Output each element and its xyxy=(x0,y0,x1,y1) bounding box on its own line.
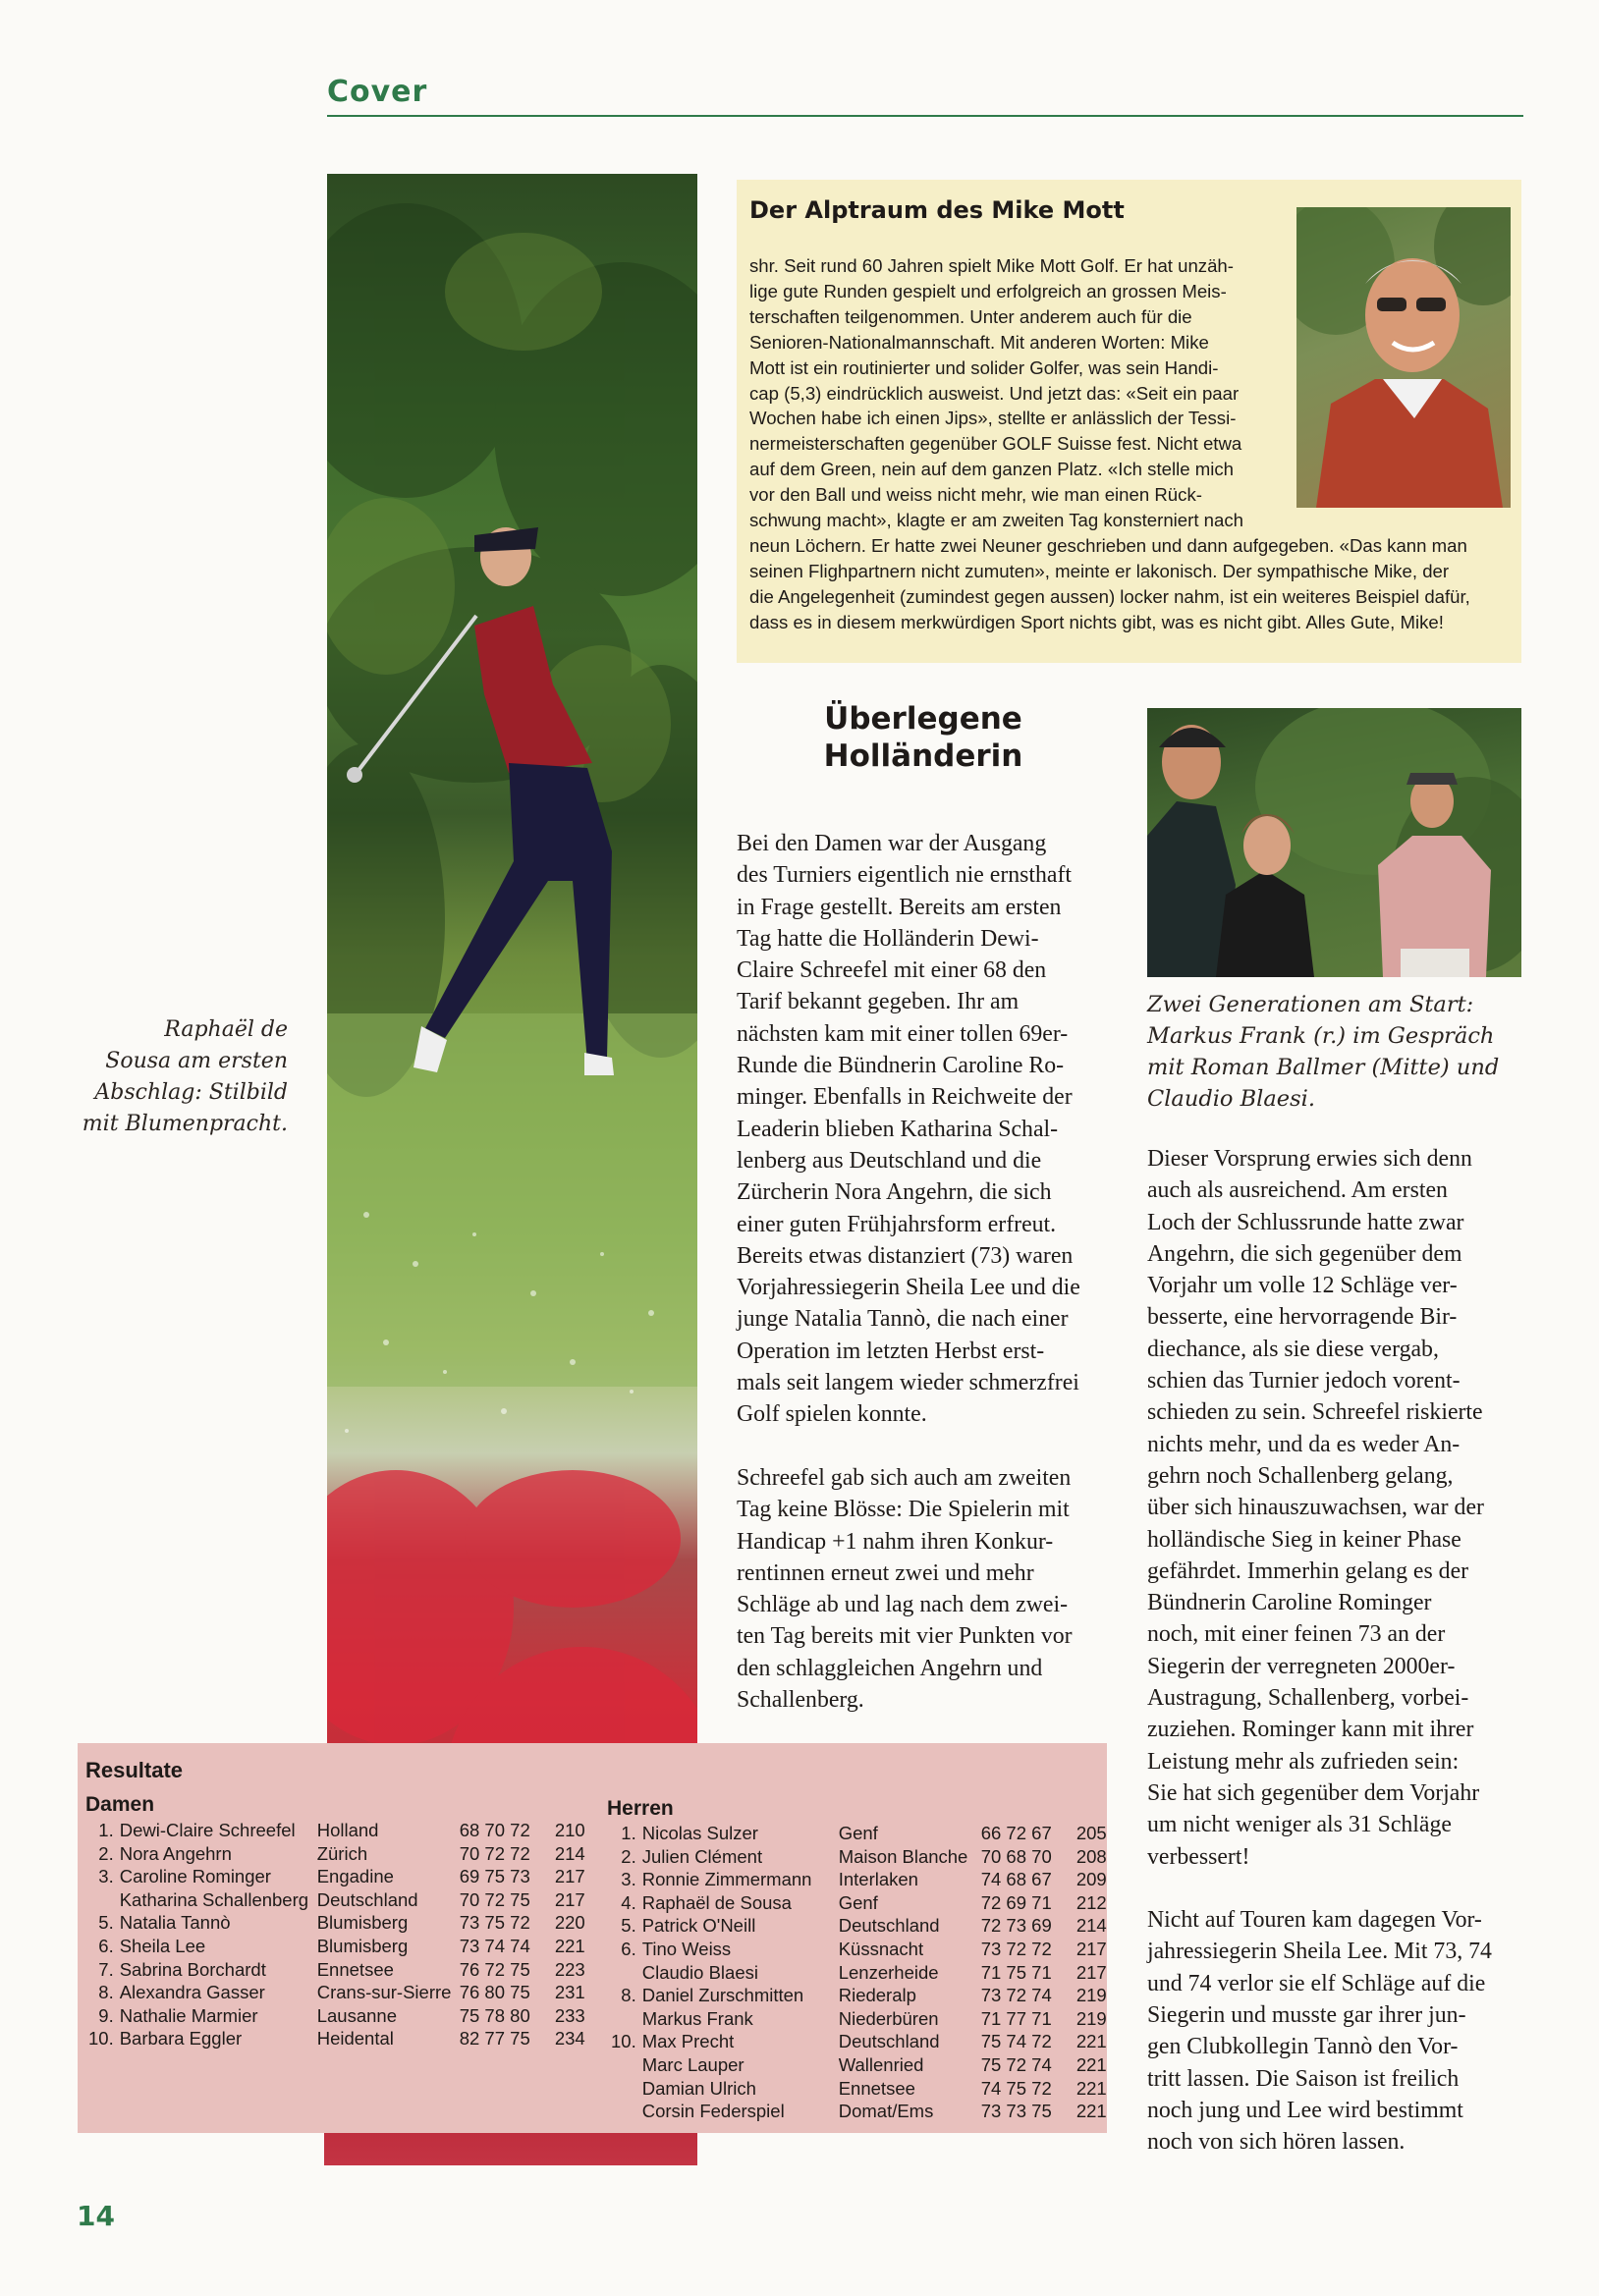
results-row xyxy=(611,2078,1107,2102)
total-score-cell: 209 xyxy=(1075,1869,1107,1890)
player-name-cell: Sabrina Borchardt xyxy=(119,1958,266,1980)
results-row xyxy=(88,1982,585,2005)
round-scores-cell: 72 73 69 xyxy=(980,1915,1052,1937)
total-score-cell: 233 xyxy=(554,2004,585,2026)
player-name-cell: Max Precht xyxy=(641,2031,735,2052)
player-name-cell: Marc Lauper xyxy=(641,2053,744,2075)
round-scores-cell: 82 77 75 xyxy=(459,2028,530,2050)
total-score-cell: 214 xyxy=(1075,1915,1107,1937)
sidebar-text-lower: neun Löchern. Er hatte zwei Neuner geschrieben und dann aufgegeben. «Das kann man seinen Flighpartnern nicht zumuten», meinte er lakonisch. Der sympathische Mike, der die Angelegenheit (zumindest gegen aussen) locker nahm, ist ein weiteres Beispiel dafür, dass es in diesem merkwürdigen Sport nichts gibt, was es nicht gibt. Alles Gute, Mike! xyxy=(749,535,1470,632)
round-scores-cell: 74 68 67 xyxy=(980,1869,1052,1890)
player-name-cell: Dewi-Claire Schreefel xyxy=(119,1820,296,1840)
round-scores-cell: 75 74 72 xyxy=(980,2031,1052,2052)
round-scores-cell: 73 72 72 xyxy=(980,1938,1052,1959)
round-scores-cell: 68 70 72 xyxy=(459,1820,530,1840)
total-score-cell: 210 xyxy=(554,1820,585,1840)
round-scores-cell: 73 72 74 xyxy=(980,1985,1052,2006)
club-cell: Lausanne xyxy=(316,2004,397,2026)
rank-cell: 3. xyxy=(98,1866,114,1887)
club-cell: Genf xyxy=(838,1823,878,1843)
golfer-photo xyxy=(327,174,697,1951)
total-score-cell: 208 xyxy=(1075,1845,1107,1867)
total-score-cell: 217 xyxy=(1075,1938,1107,1959)
article-headline: Überlegene Holländerin xyxy=(823,701,1023,774)
results-row xyxy=(611,1823,1107,1846)
round-scores-cell: 66 72 67 xyxy=(980,1823,1052,1843)
article-column-right: Dieser Vorsprung erwies sich denn auch als ausreichend. Am ersten Loch der Schlussrunde hatte zwar Angehrn, die sich gegenüber dem Vorjahr um volle 12 Schläge ver- besserte, eine hervorragende Bir- diechance, als sie diese vergab, schien das Turnier jedoch vorent- schieden zu sein. Schreefel riskierte nichts mehr, und da es weder An- gehrn noch Schallenberg gelang, über sich hinauszuwachsen, war der holländische Sieg in keiner Phase gefährdet. Immerhin gelang es der Bündnerin Caroline Rominger noch, mit einer feinen 73 an der Siegerin der verregneten 2000er- Austragung, Schallenberg, vorbei- zuziehen. Rominger kann mit ihrer Leistung mehr als zufrieden sein: Sie hat sich gegenüber dem Vorjahr um nicht weniger als 31 Schläge verbessert! Nicht auf Touren kam dagegen Vor- jahressiegerin Sheila Lee. Mit 73, 74 und 74 verlor sie elf Schläge auf die Siegerin und musste gar ihrer jun- gen Clubkollegin Tannò den Vor- tritt lassen. Die Saison ist freilich noch jung und Lee wird bestimmt noch von sich hören lassen. xyxy=(1147,1146,1492,2156)
player-name-cell: Julien Clément xyxy=(641,1845,763,1867)
rank-cell xyxy=(611,2008,642,2032)
player-name-cell: Caroline Rominger xyxy=(119,1866,271,1887)
player-name-cell: Nicolas Sulzer xyxy=(641,1823,758,1843)
total-score-cell: 221 xyxy=(1075,2031,1107,2052)
rank-cell: 9. xyxy=(98,2004,114,2026)
sidebar-text-upper: shr. Seit rund 60 Jahren spielt Mike Mott Golf. Er hat unzäh- lige gute Runden gespielt und erfolgreich an grossen Meis- terschaften teilgenommen. Unter anderem auch für die Senioren-Nationalmannschaft. Mit anderen Worten: Mike Mott ist ein routinierter und solider Golfer, was sein Handi- cap (5,3) eindrücklich ausweist. Und jetzt das: «Seit ein paar Wochen habe ich einen Jips», stellte er anlässlich der Tessi- nermeisterschaften gegenüber GOLF Suisse fest. Nicht etwa auf dem Green, nein auf dem ganzen Platz. «Ich stelle mich vor den Ball und weiss nicht mehr, wie man einen Rück- schwung macht», klagte er am zweiten Tag konsterniert nach xyxy=(749,255,1243,531)
club-cell: Deutschland xyxy=(316,1888,418,1910)
results-row xyxy=(611,1915,1107,1939)
total-score-cell: 217 xyxy=(554,1888,585,1910)
women-results-heading: Damen xyxy=(85,1793,155,1816)
player-name-cell: Corsin Federspiel xyxy=(641,2101,785,2122)
total-score-cell: 234 xyxy=(554,2028,585,2050)
total-score-cell: 231 xyxy=(554,1982,585,2003)
club-cell: Deutschland xyxy=(838,2031,940,2052)
results-row xyxy=(611,1985,1107,2008)
player-name-cell: Damian Ulrich xyxy=(641,2077,756,2099)
club-cell: Niederbüren xyxy=(838,2007,939,2029)
round-scores-cell: 69 75 73 xyxy=(459,1866,530,1887)
mike-mott-photo xyxy=(1296,207,1511,508)
player-name-cell: Sheila Lee xyxy=(119,1935,206,1956)
mike-mott-illustration xyxy=(1296,207,1511,508)
rank-cell: 10. xyxy=(611,2031,636,2052)
section-label: Cover xyxy=(327,75,428,109)
player-name-cell: Tino Weiss xyxy=(641,1938,732,1959)
round-scores-cell: 74 75 72 xyxy=(980,2077,1052,2099)
rank-cell: 8. xyxy=(98,1982,114,2003)
rank-cell: 7. xyxy=(98,1958,114,1980)
rank-cell: 4. xyxy=(621,1891,636,1913)
player-name-cell: Markus Frank xyxy=(641,2007,753,2029)
results-row xyxy=(611,2054,1107,2078)
player-name-cell: Raphaël de Sousa xyxy=(641,1891,792,1913)
page-number: 14 xyxy=(77,2200,115,2232)
group-photo-caption: Zwei Generationen am Start: Markus Frank (r.) im Gespräch mit Roman Ballmer (Mitte) und Claudio Blaesi. xyxy=(1147,992,1500,1112)
rank-cell xyxy=(88,1889,120,1913)
men-results-heading: Herren xyxy=(607,1797,674,1820)
total-score-cell: 212 xyxy=(1075,1891,1107,1913)
results-row xyxy=(88,1866,585,1889)
total-score-cell: 221 xyxy=(1075,2077,1107,2099)
rank-cell xyxy=(611,1962,642,1986)
club-cell: Lenzerheide xyxy=(838,1961,939,1983)
round-scores-cell: 76 72 75 xyxy=(459,1958,530,1980)
club-cell: Interlaken xyxy=(838,1869,918,1890)
results-row xyxy=(88,2028,585,2051)
rank-cell: 6. xyxy=(621,1938,636,1959)
total-score-cell: 221 xyxy=(554,1935,585,1956)
men-results-table xyxy=(611,1823,1107,2124)
club-cell: Blumisberg xyxy=(316,1912,409,1934)
rank-cell: 1. xyxy=(621,1823,636,1843)
player-name-cell: Katharina Schallenberg xyxy=(119,1888,309,1910)
total-score-cell: 219 xyxy=(1075,1985,1107,2006)
club-cell: Maison Blanche xyxy=(838,1845,968,1867)
rank-cell: 5. xyxy=(98,1912,114,1934)
club-cell: Wallenried xyxy=(838,2053,924,2075)
results-row xyxy=(611,1962,1107,1986)
player-name-cell: Ronnie Zimmermann xyxy=(641,1869,812,1890)
club-cell: Riederalp xyxy=(838,1985,916,2006)
results-row xyxy=(611,1892,1107,1916)
total-score-cell: 219 xyxy=(1075,2007,1107,2029)
round-scores-cell: 71 77 71 xyxy=(980,2007,1052,2029)
women-results-table xyxy=(88,1820,585,2051)
club-cell: Heidental xyxy=(316,2028,394,2050)
club-cell: Ennetsee xyxy=(838,2077,915,2099)
rank-cell xyxy=(611,2054,642,2078)
round-scores-cell: 71 75 71 xyxy=(980,1961,1052,1983)
group-photo xyxy=(1147,708,1521,977)
results-row xyxy=(88,1820,585,1843)
player-name-cell: Alexandra Gasser xyxy=(119,1982,265,2003)
club-cell: Engadine xyxy=(316,1866,394,1887)
club-cell: Ennetsee xyxy=(316,1958,394,1980)
total-score-cell: 217 xyxy=(1075,1961,1107,1983)
results-row xyxy=(88,1936,585,1959)
round-scores-cell: 70 72 72 xyxy=(459,1842,530,1864)
results-row xyxy=(611,1939,1107,1962)
total-score-cell: 221 xyxy=(1075,2101,1107,2122)
player-name-cell: Natalia Tannò xyxy=(119,1912,231,1934)
player-name-cell: Nora Angehrn xyxy=(119,1842,232,1864)
rank-cell xyxy=(611,2101,642,2124)
round-scores-cell: 70 68 70 xyxy=(980,1845,1052,1867)
results-row xyxy=(611,1869,1107,1892)
header-rule xyxy=(327,115,1523,117)
total-score-cell: 214 xyxy=(554,1842,585,1864)
results-row xyxy=(88,1889,585,1913)
golfer-photo-caption: Raphaël de Sousa am ersten Abschlag: Stilbild mit Blumenpracht. xyxy=(82,1017,288,1136)
club-cell: Blumisberg xyxy=(316,1935,409,1956)
total-score-cell: 205 xyxy=(1075,1823,1107,1843)
club-cell: Genf xyxy=(838,1891,878,1913)
club-cell: Deutschland xyxy=(838,1915,940,1937)
results-row xyxy=(611,2031,1107,2054)
round-scores-cell: 73 74 74 xyxy=(459,1935,530,1956)
total-score-cell: 217 xyxy=(554,1866,585,1887)
sidebar-title: Der Alptraum des Mike Mott xyxy=(749,196,1125,224)
rank-cell: 3. xyxy=(621,1869,636,1890)
player-name-cell: Nathalie Marmier xyxy=(119,2004,258,2026)
total-score-cell: 223 xyxy=(554,1958,585,1980)
rank-cell: 8. xyxy=(621,1985,636,2006)
club-cell: Holland xyxy=(316,1820,379,1840)
rank-cell xyxy=(611,2078,642,2102)
club-cell: Crans-sur-Sierre xyxy=(316,1982,452,2003)
total-score-cell: 221 xyxy=(1075,2053,1107,2075)
round-scores-cell: 75 78 80 xyxy=(459,2004,530,2026)
group-illustration xyxy=(1147,708,1521,977)
results-row xyxy=(88,1912,585,1936)
round-scores-cell: 76 80 75 xyxy=(459,1982,530,2003)
player-name-cell: Barbara Eggler xyxy=(119,2028,243,2050)
results-row xyxy=(611,2101,1107,2124)
rank-cell: 2. xyxy=(98,1842,114,1864)
results-row xyxy=(88,1843,585,1867)
golfer-illustration xyxy=(327,174,697,1951)
results-row xyxy=(611,2008,1107,2032)
player-name-cell: Claudio Blaesi xyxy=(641,1961,758,1983)
round-scores-cell: 73 75 72 xyxy=(459,1912,530,1934)
results-row xyxy=(88,1959,585,1983)
results-title: Resultate xyxy=(85,1758,184,1782)
round-scores-cell: 72 69 71 xyxy=(980,1891,1052,1913)
round-scores-cell: 70 72 75 xyxy=(459,1888,530,1910)
rank-cell: 1. xyxy=(98,1820,114,1840)
round-scores-cell: 73 73 75 xyxy=(980,2101,1052,2122)
player-name-cell: Daniel Zurschmitten xyxy=(641,1985,804,2006)
rank-cell: 2. xyxy=(621,1845,636,1867)
club-cell: Domat/Ems xyxy=(838,2101,934,2122)
rank-cell: 6. xyxy=(98,1935,114,1956)
club-cell: Zürich xyxy=(316,1842,368,1864)
results-row xyxy=(611,1846,1107,1870)
round-scores-cell: 75 72 74 xyxy=(980,2053,1052,2075)
rank-cell: 10. xyxy=(88,2028,114,2050)
rank-cell: 5. xyxy=(621,1915,636,1937)
results-row xyxy=(88,2005,585,2029)
total-score-cell: 220 xyxy=(554,1912,585,1934)
article-column-middle: Bei den Damen war der Ausgang des Turniers eigentlich nie ernsthaft in Frage gestellt. Bereits am ersten Tag hatte die Holländerin Dewi- Claire Schreefel mit einer 68 den Tarif bekannt gegeben. Ihr am nächsten kam mit einer tollen 69er- Runde die Bündnerin Caroline Ro- minger. Ebenfalls in Reichweite der Leaderin blieben Katharina Schal- lenberg aus Deutschland und die Zürcherin Nora Angehrn, die sich einer guten Frühjahrsform erfreut. Bereits etwas distanziert (73) waren Vorjahressiegerin Sheila Lee und die junge Natalia Tannò, die nach einer Operation im letzten Herbst erst- mals seit langem wieder schmerzfrei Golf spielen konnte. Schreefel gab sich auch am zweiten Tag keine Blösse: Die Spielerin mit Handicap +1 nahm ihren Konkur- rentinnen erneut zwei und mehr Schläge ab und lag nach dem zwei- ten Tag bereits mit vier Punkten vor den schlaggleichen Angehrn und Schallenberg. xyxy=(737,831,1080,1714)
player-name-cell: Patrick O'Neill xyxy=(641,1915,756,1937)
club-cell: Küssnacht xyxy=(838,1938,924,1959)
